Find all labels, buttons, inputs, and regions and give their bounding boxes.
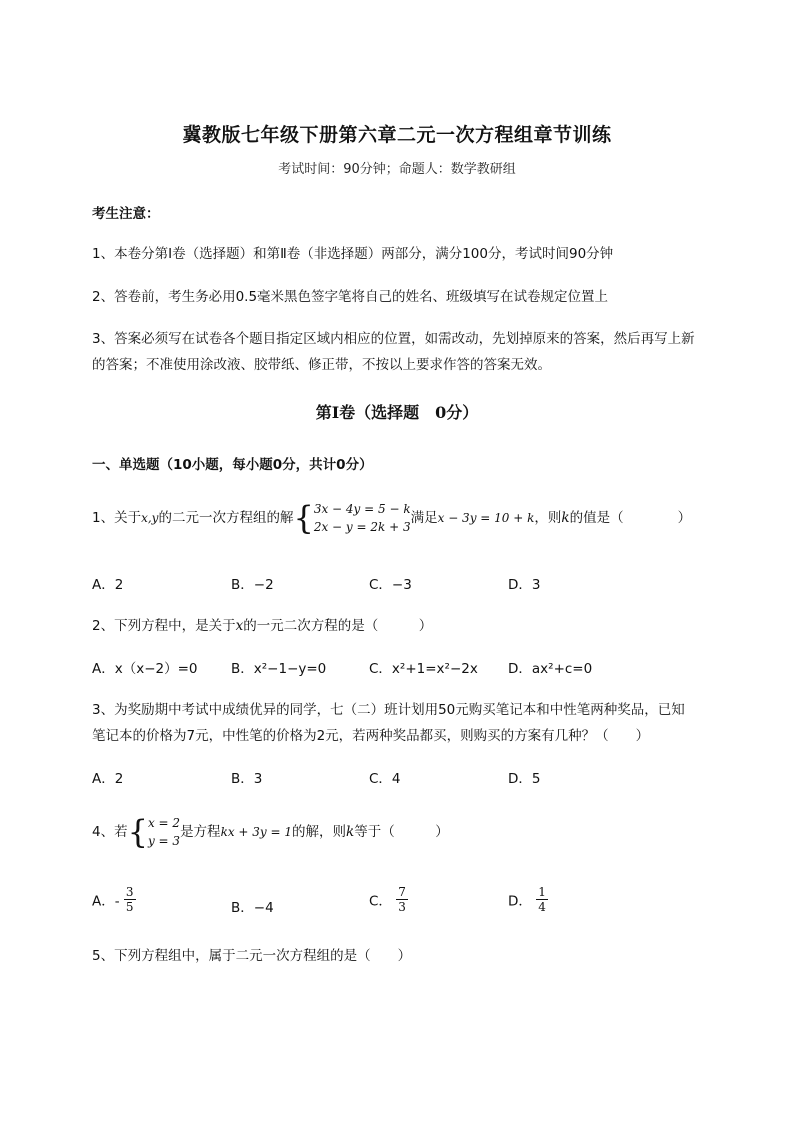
q4-eq1: x = 2	[147, 816, 181, 830]
q1-suffix2: 的值是（ ）	[569, 510, 692, 526]
question-5: 5、下列方程组中，属于二元一次方程组的是（ ）	[92, 948, 412, 964]
q4-eq2: y = 3	[147, 834, 181, 848]
question-4	[92, 812, 449, 852]
q2-option-c[interactable]: C．x²+1=x²−2x	[369, 661, 478, 677]
q4-system	[148, 814, 180, 850]
q2-x: x	[235, 618, 244, 634]
q1-eq1: 3x − 4y = 5 − k	[313, 502, 411, 516]
q2-prefix: 2、下列方程中，是关于	[92, 618, 236, 634]
q3-option-c[interactable]: C．4	[369, 771, 401, 787]
q4-option-c[interactable]	[369, 885, 408, 914]
question-2	[92, 614, 432, 634]
q4-option-c-fraction	[396, 885, 408, 914]
q4-option-d-numerator: 1	[538, 885, 546, 899]
notice-item-2: 2、答卷前，考生务必用0.5毫米黑色签字笔将自己的姓名、班级填写在试卷规定位置上	[92, 289, 609, 305]
q1-mid: 的二元一次方程组的解	[158, 510, 294, 526]
q2-suffix: 的一元二次方程的是（ ）	[243, 618, 433, 634]
q4-brace: {	[127, 813, 148, 851]
question-1	[92, 498, 691, 538]
q4-option-c-numerator: 7	[398, 885, 406, 899]
q4-option-a-fraction	[124, 885, 136, 914]
q2-option-b[interactable]: B．x²−1−y=0	[231, 661, 327, 677]
q1-brace: {	[293, 499, 314, 537]
q4-option-a-label: A．-	[92, 893, 120, 910]
q1-system	[314, 500, 411, 536]
q4-option-a[interactable]	[92, 885, 136, 914]
q4-option-a-denominator: 5	[125, 900, 134, 914]
q4-prefix: 4、若	[92, 824, 128, 840]
q1-suffix1: ，则	[534, 510, 562, 526]
q1-prefix: 1、关于	[92, 510, 142, 526]
q2-option-a[interactable]: A．x（x−2）=0	[92, 661, 198, 677]
q4-mid: 是方程	[180, 824, 221, 840]
q4-option-c-label: C．	[369, 893, 392, 910]
section-title: 第I卷（选择题 0分）	[315, 403, 479, 422]
q4-equation: kx + 3y = 1	[220, 825, 293, 839]
q4-option-d-fraction	[536, 885, 548, 914]
notice-heading: 考生注意：	[92, 206, 160, 222]
q1-option-d[interactable]: D．3	[508, 577, 541, 593]
part-heading: 一、单选题（10小题，每小题0分，共计0分）	[92, 457, 373, 473]
q4-k: k	[346, 824, 355, 840]
page-title: 冀教版七年级下册第六章二元一次方程组章节训练	[182, 124, 612, 146]
q4-suffix1: 的解，则	[292, 824, 347, 840]
question-3-line-2: 笔记本的价格为7元，中性笔的价格为2元，若两种奖品都买，则购买的方案有几种？（ ）	[92, 728, 650, 744]
q2-option-d[interactable]: D．ax²+c=0	[508, 661, 593, 677]
q1-option-c[interactable]: C．−3	[369, 577, 412, 593]
q4-option-a-numerator: 3	[125, 885, 134, 899]
notice-item-3: 3、答案必须写在试卷各个题目指定区域内相应的位置，如需改动，先划掉原来的答案，然后再写上新	[92, 331, 695, 347]
q3-option-a[interactable]: A．2	[92, 771, 124, 787]
q1-condition: x − 3y = 10 + k	[437, 511, 535, 525]
q4-option-d-label: D．	[508, 893, 532, 910]
q3-option-d[interactable]: D．5	[508, 771, 541, 787]
q1-option-a[interactable]: A．2	[92, 577, 124, 593]
exam-info: 考试时间：90分钟；命题人：数学教研组	[278, 162, 516, 177]
notice-item-1: 1、本卷分第I卷（选择题）和第Ⅱ卷（非选择题）两部分，满分100分，考试时间90分钟	[92, 246, 614, 262]
q4-option-c-denominator: 3	[398, 900, 406, 914]
q1-mid2: 满足	[410, 510, 438, 526]
q1-k: k	[561, 510, 570, 526]
q1-eq2: 2x − y = 2k + 3	[313, 520, 411, 534]
q4-option-b[interactable]: B．−4	[231, 900, 274, 916]
question-3-line-1: 3、为奖励期中考试中成绩优异的同学，七（二）班计划用50元购买笔记本和中性笔两种奖品，已知	[92, 702, 685, 718]
q4-suffix2: 等于（ ）	[354, 824, 449, 840]
notice-item-3-cont: 的答案；不准使用涂改液、胶带纸、修正带，不按以上要求作答的答案无效。	[92, 357, 551, 373]
q4-option-d[interactable]	[508, 885, 548, 914]
q1-vars: x,y	[141, 511, 159, 525]
q4-option-d-denominator: 4	[538, 900, 546, 914]
q1-option-b[interactable]: B．−2	[231, 577, 274, 593]
q3-option-b[interactable]: B．3	[231, 771, 263, 787]
